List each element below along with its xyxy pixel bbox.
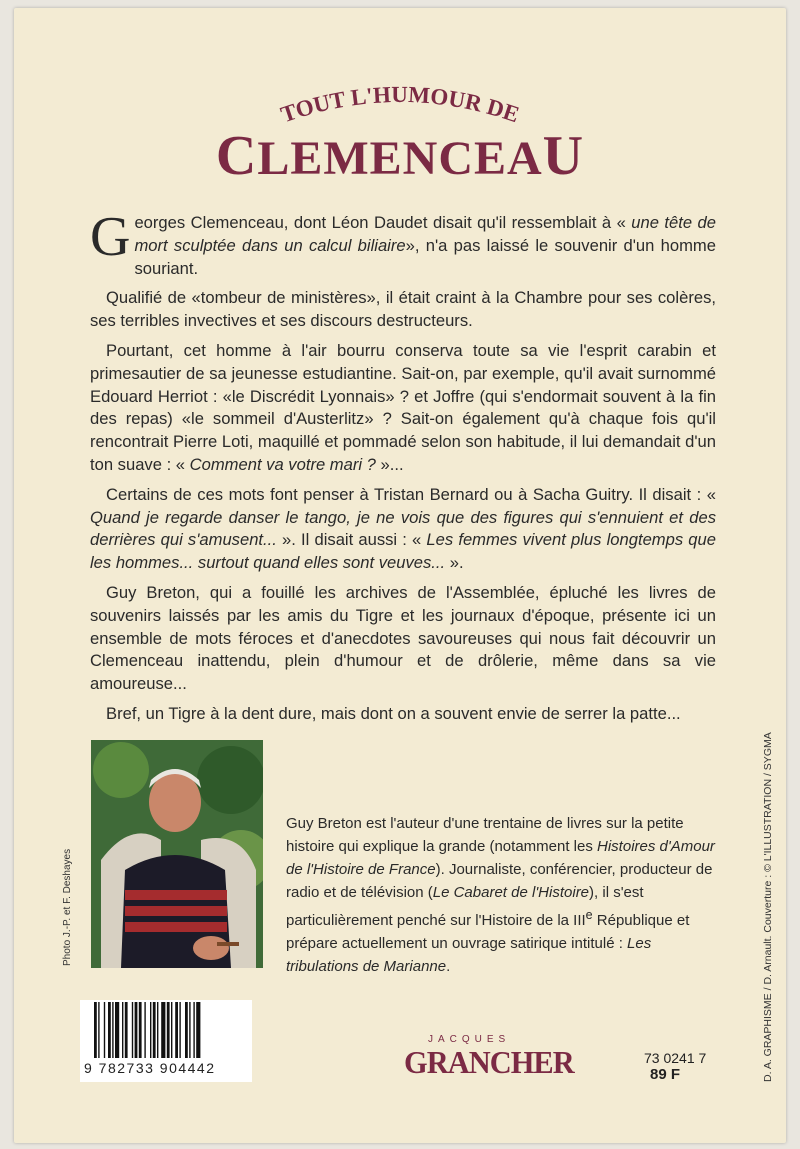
barcode-bar (196, 1002, 200, 1058)
barcode-bar (167, 1002, 170, 1058)
barcode-bar (185, 1002, 188, 1058)
price-code: 73 0241 7 (644, 1050, 707, 1066)
author-photo (91, 740, 263, 968)
photo-credit: Photo J.-P. et F. Deshayes (62, 848, 73, 966)
dropcap: G (90, 206, 131, 268)
barcode-bar (122, 1002, 123, 1058)
barcode-bar (135, 1002, 138, 1058)
barcode-bar (94, 1002, 97, 1058)
barcode-bar (112, 1002, 113, 1058)
publisher-first-name: JACQUES (428, 1034, 511, 1045)
barcode-bar (179, 1002, 180, 1058)
barcode-bar (132, 1002, 133, 1058)
barcode-bar (98, 1002, 99, 1058)
barcode-bar (189, 1002, 190, 1058)
barcode-bar (104, 1002, 105, 1058)
barcode-bar (157, 1002, 158, 1058)
price: 89 F (650, 1066, 681, 1083)
blurb-paragraph-6: Bref, un Tigre à la dent dure, mais dont on a souvent envie de serrer la patte... (106, 703, 681, 723)
design-credit: D. A. GRAPHISME / D. Arnault. Couverture : © L'ILLUSTRATION / SYGMA (762, 732, 774, 1082)
barcode-bar (193, 1002, 194, 1058)
barcode-bar (161, 1002, 165, 1058)
book-title: CLEMENCEAU (215, 125, 585, 187)
author-bio: Guy Breton est l'auteur d'une trentaine de livres sur la petite histoire qui explique la grande (notamment les Histoires d'Amour de l'Histoire de France). Journaliste, conférencier, producteur de radio et de télévision (Le Cabaret de l'Histoire), il s'est particulièrement penché sur l'Histoire de la IIIe République et prépare actuellement un ouvrage satirique intitulé : Les tribulations de Marianne. (286, 815, 715, 975)
blurb-paragraph-1: Georges Clemenceau, dont Léon Daudet disait qu'il ressemblait à « une tête de mort sculptée dans un calcul biliaire», n'a pas laissé le souvenir d'un homme souriant. (90, 206, 716, 278)
svg-text:TOUT L'HUMOUR DE (278, 82, 523, 127)
barcode-bar (153, 1002, 156, 1058)
barcode-bar (115, 1002, 119, 1058)
barcode-bar (108, 1002, 111, 1058)
barcode-bar (139, 1002, 142, 1058)
blurb-paragraph-3: Pourtant, cet homme à l'air bourru conserva toute sa vie l'esprit carabin et primesautier de sa jeunesse estudiantine. Sait-on, par exemple, qu'il avait surnommé Edouard Herriot : «le Discrédit Lyonnais» ? et Joffre (qui s'endormait souvent à la fin des repas) «le sommeil d'Austerlitz» ? Sait-on également qu'à chaque fois qu'il rencontrait Pierre Loti, maquillé et pommadé selon son habitude, il lui demandait d'un ton suave : « Comment va votre mari ? »... (90, 340, 716, 474)
blurb-paragraph-4: Certains de ces mots font penser à Tristan Bernard ou à Sacha Guitry. Il disait : « Quand je regarde danser le tango, je ne vois que des figures qui s'ennuient et des derrières qui s'amusent... ». Il disait aussi : « Les femmes vivent plus longtemps que les hommes... surtout quand elles sont veuves... ». (90, 484, 716, 573)
supertitle: TOUT L'HUMOUR DE (277, 81, 523, 128)
barcode-bar (150, 1002, 151, 1058)
barcode-bar (144, 1002, 145, 1058)
barcode-bar (125, 1002, 128, 1058)
isbn-number: 9 782733 904442 (84, 1060, 216, 1076)
barcode-bar (171, 1002, 172, 1058)
blurb (90, 206, 716, 733)
publisher-logo: GRANCHER (404, 1044, 574, 1080)
blurb-paragraph-2: Qualifié de «tombeur de ministères», il était craint à la Chambre pour ses colères, ses terribles invectives et ses discours destructeurs. (90, 288, 716, 331)
blurb-paragraph-5: Guy Breton, qui a fouillé les archives de l'Assemblée, épluché les livres de souvenirs laissés par les amis du Tigre et les journaux d'époque, présente ici un ensemble de mots féroces et d'anecdotes savoureuses qui nous fait découvrir un Clemenceau inattendu, plein d'humour et de drôlerie, même dans sa vie amoureuse... (90, 582, 716, 694)
barcode-bar (175, 1002, 178, 1058)
